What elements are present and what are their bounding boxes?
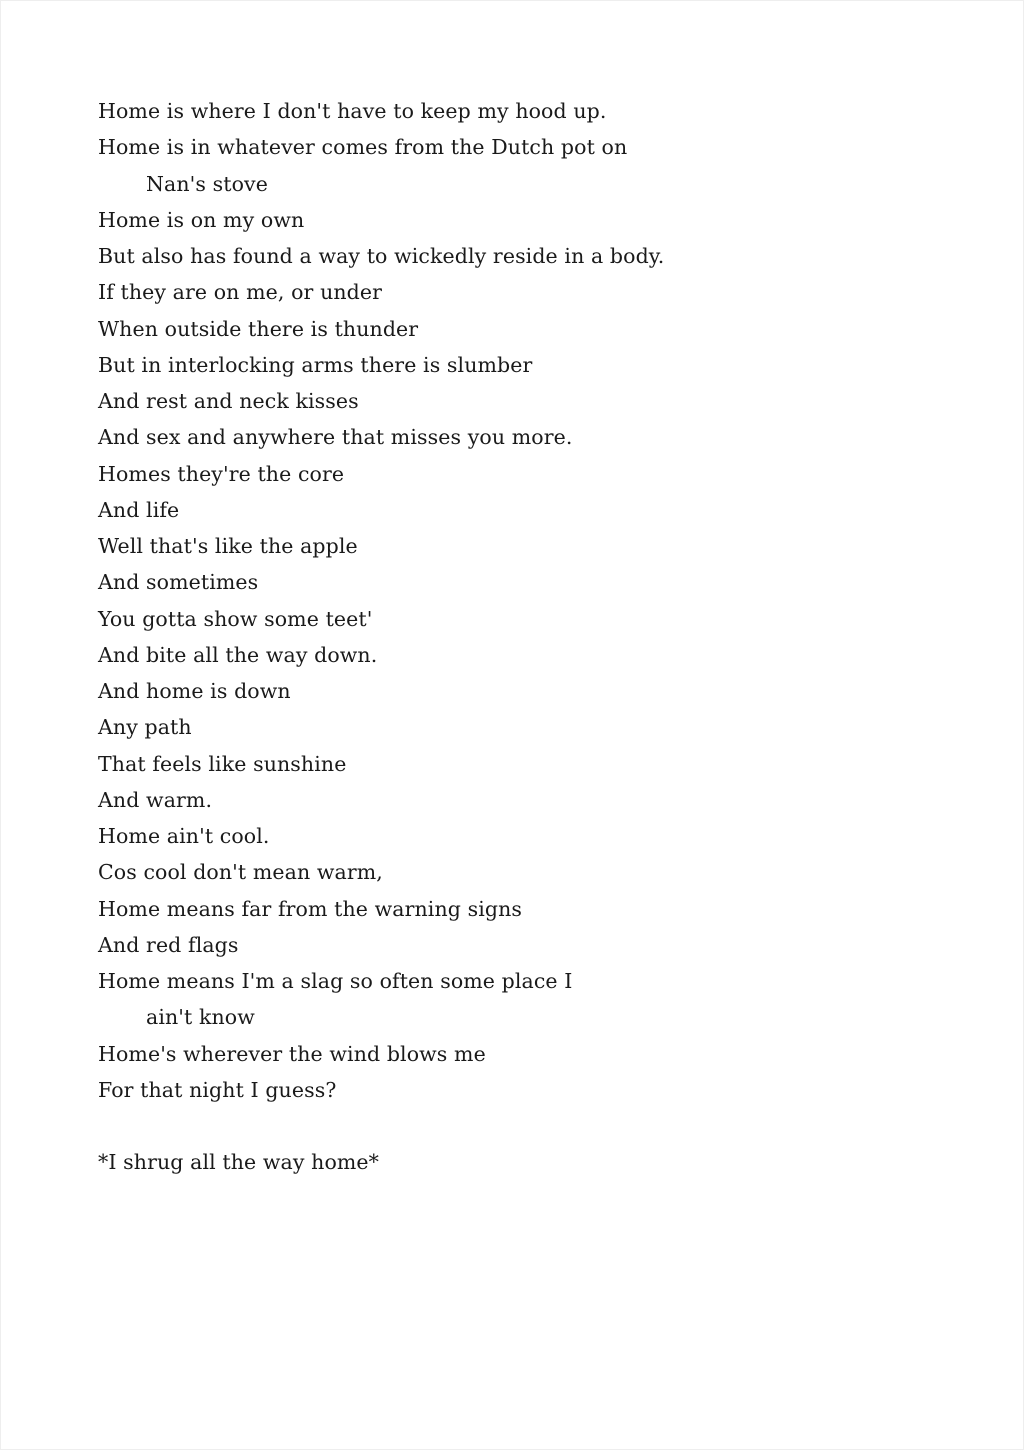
poem-line: Home is where I don't have to keep my hood up. <box>98 99 607 123</box>
poem-line: Cos cool don't mean warm, <box>98 860 383 885</box>
poem-line: Nan's stove <box>146 171 268 196</box>
poem-line: For that night I guess? <box>98 1077 337 1102</box>
poem-line: Home's wherever the wind blows me <box>98 1041 486 1066</box>
poem-line: If they are on me, or under <box>98 280 383 305</box>
poem-line: And life <box>98 497 180 522</box>
poem-line: Home ain't cool. <box>98 824 270 848</box>
poem-line: And red flags <box>98 932 239 957</box>
poem-line: And home is down <box>98 679 291 703</box>
poem-line: But also has found a way to wickedly reside in a body. <box>98 244 665 268</box>
poem-body <box>98 93 958 1181</box>
poem-line: Home means far from the warning signs <box>98 896 523 921</box>
poem-line: But in interlocking arms there is slumber <box>98 352 533 377</box>
poem-line: And warm. <box>98 787 213 812</box>
poem-line: And rest and neck kisses <box>98 389 359 413</box>
poem-line: Home means I'm a slag so often some place I <box>98 969 573 993</box>
poem-line: Home is on my own <box>98 207 305 232</box>
poem-line: When outside there is thunder <box>98 316 419 341</box>
poem-line: And sometimes <box>98 570 259 595</box>
poem-line: You gotta show some teet' <box>98 606 373 631</box>
stanza-break <box>98 1108 958 1144</box>
poem-line: Any path <box>98 715 192 740</box>
poem-line: Well that's like the apple <box>98 534 358 558</box>
poem-line: Home is in whatever comes from the Dutch pot on <box>98 135 628 160</box>
poem-line: Homes they're the core <box>98 461 345 486</box>
poem-line: ain't know <box>146 1005 255 1030</box>
poem-line: *I shrug all the way home* <box>98 1150 380 1175</box>
poem-line: That feels like sunshine <box>98 751 347 776</box>
poem-line: And bite all the way down. <box>98 642 378 667</box>
poem-line: And sex and anywhere that misses you more. <box>98 425 573 450</box>
